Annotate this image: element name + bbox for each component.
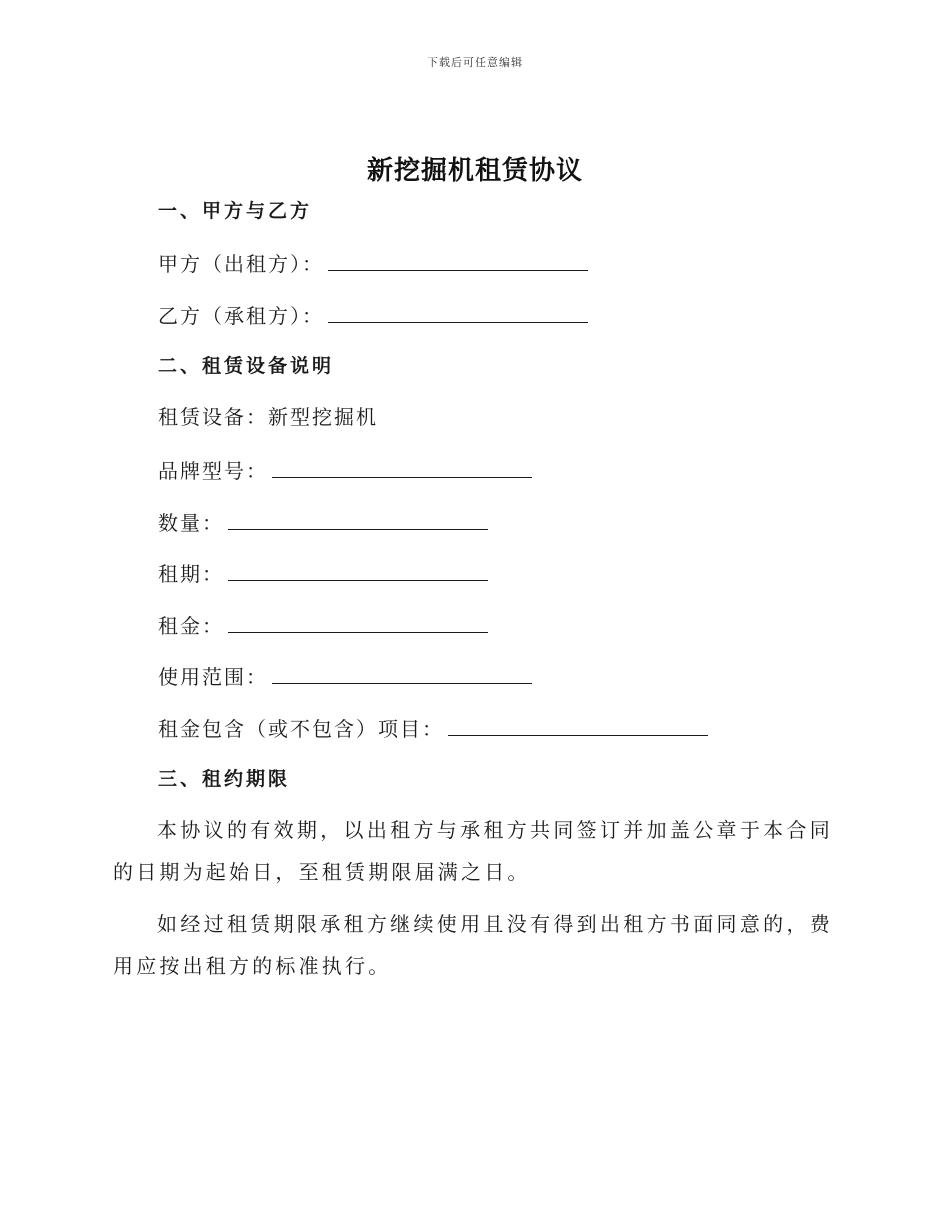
section-1-heading: 一、甲方与乙方: [158, 200, 313, 222]
term-paragraph-1: 本协议的有效期，以出租方与承租方共同签订并加盖公章于本合同的日期为起始日，至租赁期限届满之日。: [113, 818, 833, 884]
party-b-row: [158, 302, 588, 328]
party-a-blank[interactable]: [328, 250, 588, 271]
rent-row: [158, 612, 488, 638]
rent-label: 租金：: [158, 614, 224, 638]
brand-row: [158, 457, 532, 483]
section-3-heading: 三、租约期限: [158, 768, 291, 790]
included-items-blank[interactable]: [448, 715, 708, 736]
term-blank[interactable]: [228, 560, 488, 581]
included-items-label: 租金包含（或不包含）项目：: [158, 717, 444, 741]
scope-blank[interactable]: [272, 663, 532, 684]
party-a-row: [158, 250, 588, 276]
brand-blank[interactable]: [272, 457, 532, 478]
term-paragraph-2: 如经过租赁期限承租方继续使用且没有得到出租方书面同意的，费用应按出租方的标准执行。: [113, 912, 833, 978]
rent-blank[interactable]: [228, 612, 488, 633]
party-b-blank[interactable]: [328, 302, 588, 323]
term-label: 租期：: [158, 562, 224, 586]
party-a-label: 甲方（出租方）：: [158, 252, 324, 276]
scope-row: [158, 663, 532, 689]
header-note: 下载后可任意编辑: [427, 56, 523, 69]
party-b-label: 乙方（承租方）：: [158, 304, 324, 328]
brand-label: 品牌型号：: [158, 459, 268, 483]
term-row: [158, 560, 488, 586]
quantity-label: 数量：: [158, 511, 224, 535]
section-2-heading: 二、租赁设备说明: [158, 355, 335, 377]
document-title: 新挖掘机租赁协议: [366, 156, 583, 186]
equipment-line: 租赁设备：新型挖掘机: [158, 405, 378, 429]
quantity-blank[interactable]: [228, 509, 488, 530]
scope-label: 使用范围：: [158, 665, 268, 689]
included-items-row: [158, 715, 708, 741]
quantity-row: [158, 509, 488, 535]
